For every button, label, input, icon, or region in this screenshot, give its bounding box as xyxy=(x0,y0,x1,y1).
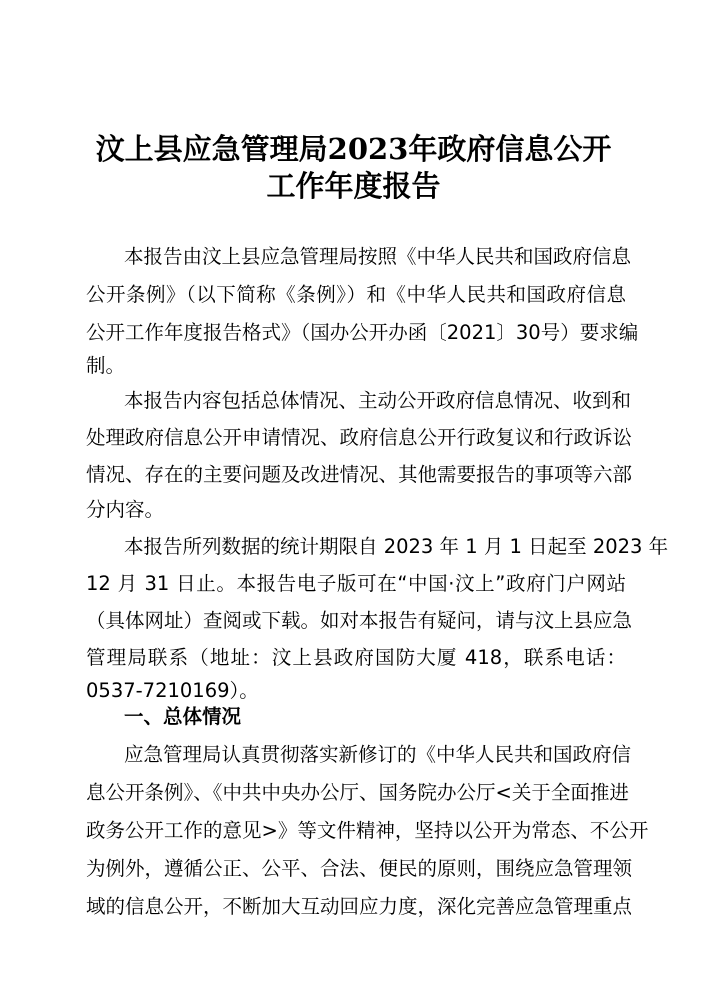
text-line: （具体网址）查阅或下载。如对本报告有疑问，请与汶上县应急 xyxy=(86,609,633,632)
text-line: 公开条例》（以下简称《条例》）和《中华人民共和国政府信息 xyxy=(86,283,626,306)
text-line: 应急管理局认真贯彻落实新修订的《中华人民共和国政府信 xyxy=(124,743,632,766)
document-title-line-2: 工作年度报告 xyxy=(266,169,441,203)
text-line: 本报告内容包括总体情况、主动公开政府信息情况、收到和 xyxy=(124,389,632,412)
text-line: 0537-7210169）。 xyxy=(86,679,259,702)
text-line: 政务公开工作的意见>》等文件精神，坚持以公开为常态、不公开 xyxy=(86,819,649,842)
text-line: 域的信息公开，不断加大互动回应力度，深化完善应急管理重点 xyxy=(86,895,633,918)
text-line: 本报告所列数据的统计期限自 2023 年 1 月 1 日起至 2023 年 xyxy=(124,535,669,558)
text-line: 本报告由汶上县应急管理局按照《中华人民共和国政府信息 xyxy=(124,245,632,268)
document-title-line-1: 汶上县应急管理局2023年政府信息公开 xyxy=(95,132,612,166)
text-line: 12 月 31 日止。本报告电子版可在“中国·汶上”政府门户网站 xyxy=(86,572,626,595)
text-line: 管理局联系（地址：汶上县政府国防大厦 418，联系电话： xyxy=(86,646,626,669)
text-line: 分内容。 xyxy=(86,498,165,521)
text-line: 为例外，遵循公正、公平、合法、便民的原则，围绕应急管理领 xyxy=(86,857,633,880)
text-line: 公开工作年度报告格式》（国办公开办函〔2021〕30号）要求编 xyxy=(86,321,639,344)
text-line: 处理政府信息公开申请情况、政府信息公开行政复议和行政诉讼 xyxy=(86,426,633,449)
text-line: 制。 xyxy=(86,354,126,377)
text-line: 情况、存在的主要问题及改进情况、其他需要报告的事项等六部 xyxy=(86,463,633,486)
text-line: 息公开条例》、《中共中央办公厅、国务院办公厅<关于全面推进 xyxy=(86,781,629,804)
section-heading: 一、总体情况 xyxy=(124,705,242,728)
